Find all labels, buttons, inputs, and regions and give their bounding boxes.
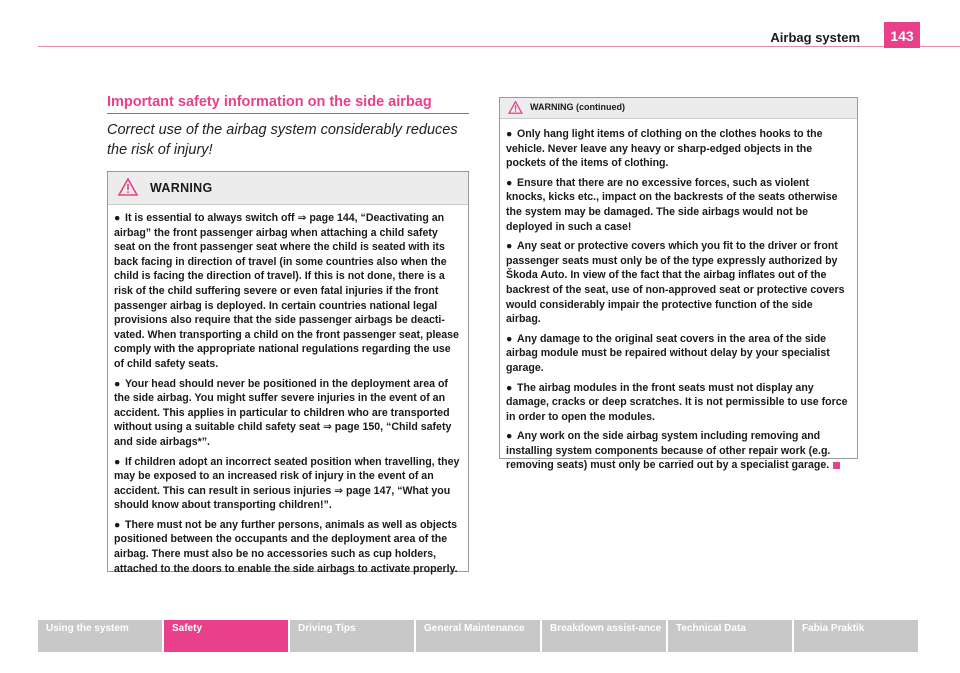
section-rule: [107, 113, 469, 114]
warning-item: [506, 239, 850, 327]
warning-triangle-icon: [508, 101, 523, 114]
warning-continued-body: [500, 119, 857, 482]
bullet-icon: ●: [114, 212, 121, 224]
warning-item: [506, 332, 850, 376]
section-end-icon: [833, 462, 840, 469]
warning-continued-header: [500, 98, 857, 119]
nav-tab-breakdown-assistance[interactable]: Breakdown assist-ance: [542, 620, 666, 652]
warning-header: [108, 172, 468, 205]
bullet-icon: ●: [506, 332, 513, 345]
section-title: Important safety information on the side airbag: [107, 94, 432, 110]
warning-item: [506, 176, 850, 234]
bullet-icon: ●: [506, 381, 513, 394]
warning-item-text: Any seat or protective covers which you fit to the driver or front passenger seats must only be of the type expressly authorized by Škoda Auto. In view of the fact that the airbag inflates out of the backrest of the seat, use of non-approved seat or protective covers would considerably impair the protective function of the side airbag.: [506, 240, 845, 326]
intro-text: Correct use of the airbag system considerably reduces the risk of injury!: [107, 122, 458, 158]
warning-item-text: It is essential to always switch off ⇒ page 144, “Deactivating an airbag” the front passenger airbag when attaching a child safety seat on the front passenger seat where the child is seated with its back facing in direction of travel (in some countries also when the child is facing the direction of travel). If this is not done, there is a risk of the child suffering severe or even fatal injuries if the front passenger airbag is deployed. In certain countries national legal provisions also require that the side passenger airbags be deacti-vated. When transporting a child on the front passenger seat, please comply with the appropriate national regulations regarding the use of child safety seats.: [114, 212, 459, 370]
nav-tab-technical-data[interactable]: Technical Data: [668, 620, 792, 652]
warning-item: [506, 381, 850, 425]
warning-body: [108, 205, 468, 585]
warning-item-text: There must not be any further persons, animals as well as objects positioned between the occupants and the deployment area of the airbag. There must also be no accessories such as cup holders, attached to the doors to enable the side airbags to activate properly.: [114, 518, 458, 575]
page-number: 143: [884, 22, 920, 48]
warning-item-text: Only hang light items of clothing on the clothes hooks to the vehicle. Never leave any heavy or sharp-edged objects in the pockets of the items of clothing.: [506, 128, 823, 170]
warning-item: [114, 377, 461, 450]
warning-item: [114, 211, 461, 372]
warning-item: [114, 455, 461, 513]
warning-label: WARNING: [150, 181, 213, 195]
chapter-nav: [38, 620, 918, 652]
nav-tab-safety[interactable]: Safety: [164, 620, 288, 652]
warning-item-text: If children adopt an incorrect seated position when travelling, they may be exposed to an increased risk of injury in the event of an accident. This can result in serious injuries ⇒ page 147, “What you should know about transporting children!”.: [114, 455, 460, 512]
nav-tab-general-maintenance[interactable]: General Maintenance: [416, 620, 540, 652]
warning-triangle-icon: [118, 178, 138, 196]
warning-item: [506, 429, 850, 473]
warning-item: [506, 127, 850, 171]
bullet-icon: ●: [114, 518, 121, 531]
bullet-icon: ●: [506, 176, 513, 189]
warning-item-text: The airbag modules in the front seats must not display any damage, cracks or deep scratches. It is not permissible to use force in order to open the modules.: [506, 381, 848, 423]
warning-item: [114, 518, 461, 576]
bullet-icon: ●: [506, 128, 513, 140]
warning-continued-label: WARNING (continued): [530, 102, 625, 112]
warning-item-text: Ensure that there are no excessive forces, such as violent knocks, kicks etc., impact on the backrests of the seats otherwise the system may be damaged. The side airbags would not be deployed in such a case!: [506, 176, 838, 233]
nav-tab-using-the-system[interactable]: Using the system: [38, 620, 162, 652]
header-rule: [38, 46, 960, 47]
warning-continued-box: [499, 97, 858, 472]
nav-tab-fabia-praktik[interactable]: Fabia Praktik: [794, 620, 918, 652]
warning-box: [107, 171, 469, 575]
warning-item-text: Any damage to the original seat covers in the area of the side airbag module must be repaired without delay by your specialist garage.: [506, 332, 830, 374]
bullet-icon: ●: [506, 240, 513, 253]
bullet-icon: ●: [114, 455, 121, 468]
bullet-icon: ●: [506, 430, 513, 443]
bullet-icon: ●: [114, 377, 121, 390]
chapter-title: Airbag system: [770, 30, 860, 45]
warning-item-text: Any work on the side airbag system including removing and installing system components because of other repair work (e.g. removing seats) must only be carried out by a specialist garage.: [506, 430, 831, 472]
nav-tab-driving-tips[interactable]: Driving Tips: [290, 620, 414, 652]
warning-item-text: Your head should never be positioned in the deployment area of the side airbag. You might suffer severe injuries in the event of an accident. This applies in particular to children who are transported without using a suitable child safety seat ⇒ page 150, “Child safety and side airbags*”.: [114, 377, 452, 448]
